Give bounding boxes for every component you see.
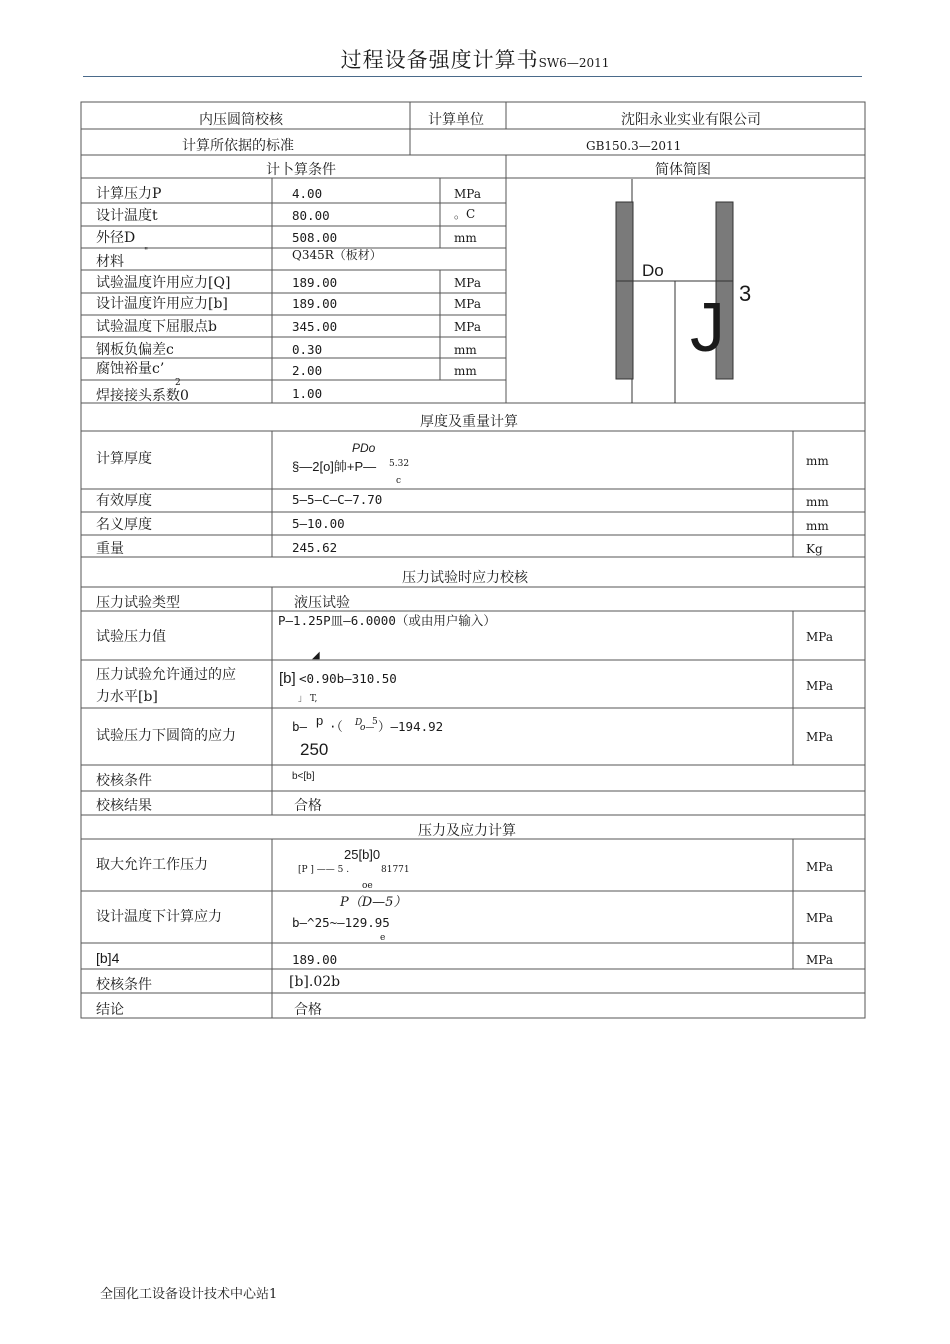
- title-text: 过程设备强度计算书: [340, 48, 539, 72]
- nom-thickness-value: 5—10.00: [292, 516, 345, 531]
- test-stress-label: 试验压力下圆筒的应力: [96, 728, 236, 744]
- design-condition-value: [b].02b: [289, 974, 341, 990]
- eff-thickness-label: 有效厚度: [96, 493, 152, 509]
- check-type: 内压圆筒校核: [199, 112, 283, 128]
- test-stress-d: o—: [360, 723, 375, 733]
- cond-label-joint: 焊接接头系数0: [96, 388, 189, 404]
- unit-label: 计算单位: [428, 112, 484, 128]
- calc-thickness-result: 5.32: [389, 459, 410, 469]
- cylinder-diagram: [507, 179, 865, 403]
- test-stress-c: D: [355, 718, 363, 728]
- cond-unit-yield: MPa: [454, 320, 481, 334]
- cond-label-material: 材料: [96, 254, 124, 270]
- cond-unit-test-stress: MPa: [454, 276, 481, 290]
- cond-joint-mark: 2: [175, 378, 181, 388]
- test-condition-label: 校核条件: [96, 773, 152, 789]
- test-allow-label-1: 压力试验允许通过的应: [96, 667, 236, 683]
- nom-thickness-unit: mm: [806, 519, 829, 533]
- cond-value-corrosion: 2.00: [292, 363, 323, 378]
- test-stress-e: 5: [372, 717, 378, 727]
- weight-unit: Kg: [806, 542, 823, 556]
- max-pressure-result: 81771: [381, 865, 410, 875]
- cond-unit-diameter: mm: [454, 231, 477, 245]
- test-stress-p: p: [316, 713, 324, 728]
- design-stress-denominator: e: [380, 933, 386, 943]
- cond-value-material: Q345R（板材）: [292, 248, 382, 262]
- cond-unit-corrosion: mm: [454, 364, 477, 378]
- allowable-stress-label: [b]4: [96, 950, 120, 966]
- standard-label: 计算所依据的标准: [182, 138, 294, 154]
- cond-unit-temperature: 。C: [454, 207, 476, 221]
- cond-unit-deviation: mm: [454, 343, 477, 357]
- diagram-do-label: Do: [642, 261, 664, 280]
- title-rule: [83, 76, 862, 77]
- calc-thickness-sub: c: [396, 476, 402, 486]
- calc-thickness-formula: §—2[o]帥+P—: [292, 459, 377, 474]
- cond-label-corrosion: 腐蚀裕量c’: [96, 361, 165, 377]
- test-value-unit: MPa: [806, 630, 833, 644]
- test-stress-f: ）—194.92: [378, 719, 444, 734]
- conditions-heading: 计卜算条件: [266, 162, 336, 178]
- standard-value: GB150.3—2011: [586, 139, 682, 153]
- test-allow-formula: <0.90b—310.50: [299, 671, 397, 686]
- test-allow-head: [b]: [279, 670, 296, 687]
- calc-thickness-unit: mm: [806, 454, 829, 468]
- cond-value-diameter: 508.00: [292, 230, 338, 245]
- test-stress-b: ·（: [329, 719, 343, 734]
- weight-label: 重量: [96, 541, 124, 557]
- test-allow-sub: 」 T,: [298, 694, 318, 704]
- design-stress-label: 设计温度下计算应力: [96, 909, 222, 925]
- cond-value-test-stress: 189.00: [292, 275, 338, 290]
- footer-text: 全国化工设备设计技术中心站1: [100, 1287, 278, 1302]
- test-result-label: 校核结果: [96, 798, 152, 814]
- design-stress-unit: MPa: [806, 911, 833, 925]
- cond-value-pressure: 4.00: [292, 186, 323, 201]
- cond-value-yield: 345.00: [292, 319, 338, 334]
- title-code: SW6—2011: [538, 56, 610, 70]
- cond-value-joint: 1.00: [292, 386, 323, 401]
- cond-label-test-stress: 试验温度许用应力[Q]: [96, 275, 231, 291]
- test-type-value: 液压试验: [294, 595, 350, 611]
- cond-value-deviation: 0.30: [292, 342, 323, 357]
- test-value-label: 试验压力值: [96, 629, 166, 645]
- design-stress-formula: b—^25~—129.95: [292, 915, 390, 930]
- test-allow-unit: MPa: [806, 679, 833, 693]
- diagram-delta-label: 3: [739, 281, 752, 306]
- calc-thickness-label: 计算厚度: [96, 451, 152, 467]
- eff-thickness-value: 5—5—C—C—7.70: [292, 492, 383, 507]
- test-stress-denominator: 250: [300, 740, 329, 759]
- test-stress-unit: MPa: [806, 730, 833, 744]
- test-allow-label-2: 力水平[b]: [96, 689, 158, 705]
- document-title: [0, 50, 950, 71]
- design-stress-numerator: P（D—5）: [340, 895, 407, 910]
- weight-value: 245.62: [292, 540, 338, 555]
- cond-diameter-mark: ": [144, 247, 149, 257]
- max-pressure-numerator: 25[b]0: [344, 847, 381, 862]
- cond-label-deviation: 钢板负偏差c: [96, 342, 174, 358]
- cond-label-diameter: 外径D: [96, 230, 136, 246]
- max-pressure-label: 取大允许工作压力: [96, 857, 208, 873]
- test-value-mark: ◢: [312, 650, 320, 661]
- design-condition-label: 校核条件: [96, 977, 152, 993]
- calc-thickness-numerator: PDo: [352, 441, 376, 455]
- cond-label-temperature: 设计温度t: [96, 208, 158, 224]
- test-condition-value: b<[b]: [292, 771, 315, 782]
- thickness-heading: 厚度及重量计算: [420, 414, 518, 430]
- cond-label-design-stress: 设计温度许用应力[b]: [96, 296, 228, 312]
- cond-unit-design-stress: MPa: [454, 297, 481, 311]
- stress-calc-heading: 压力及应力计算: [418, 823, 516, 839]
- pressure-test-heading: 压力试验时应力校核: [402, 570, 528, 586]
- cond-unit-pressure: MPa: [454, 187, 481, 201]
- test-type-label: 压力试验类型: [96, 595, 180, 611]
- max-pressure-unit: MPa: [806, 860, 833, 874]
- cond-label-pressure: 计算压力P: [96, 186, 162, 202]
- max-pressure-denominator: oe: [362, 881, 373, 891]
- cond-value-design-stress: 189.00: [292, 296, 338, 311]
- allowable-stress-unit: MPa: [806, 953, 833, 967]
- test-stress-a: b—: [292, 719, 308, 734]
- conclusion-value: 合格: [294, 1002, 322, 1018]
- cond-label-yield: 试验温度下屈服点b: [96, 319, 217, 335]
- cond-value-temperature: 80.00: [292, 208, 330, 223]
- diagram-left-wall: [616, 202, 633, 379]
- max-pressure-formula: [P ] —— 5 .: [298, 865, 350, 875]
- unit-value: 沈阳永业实业有限公司: [621, 112, 761, 128]
- eff-thickness-unit: mm: [806, 495, 829, 509]
- diagram-j-label: J: [690, 288, 725, 366]
- nom-thickness-label: 名义厚度: [96, 517, 152, 533]
- conclusion-label: 结论: [96, 1002, 124, 1018]
- test-result-value: 合格: [294, 798, 322, 814]
- diagram-heading: 简体简图: [655, 162, 711, 178]
- allowable-stress-value: 189.00: [292, 952, 338, 967]
- test-value-formula: P—1.25P皿—6.0000（或由用户输入）: [278, 613, 496, 628]
